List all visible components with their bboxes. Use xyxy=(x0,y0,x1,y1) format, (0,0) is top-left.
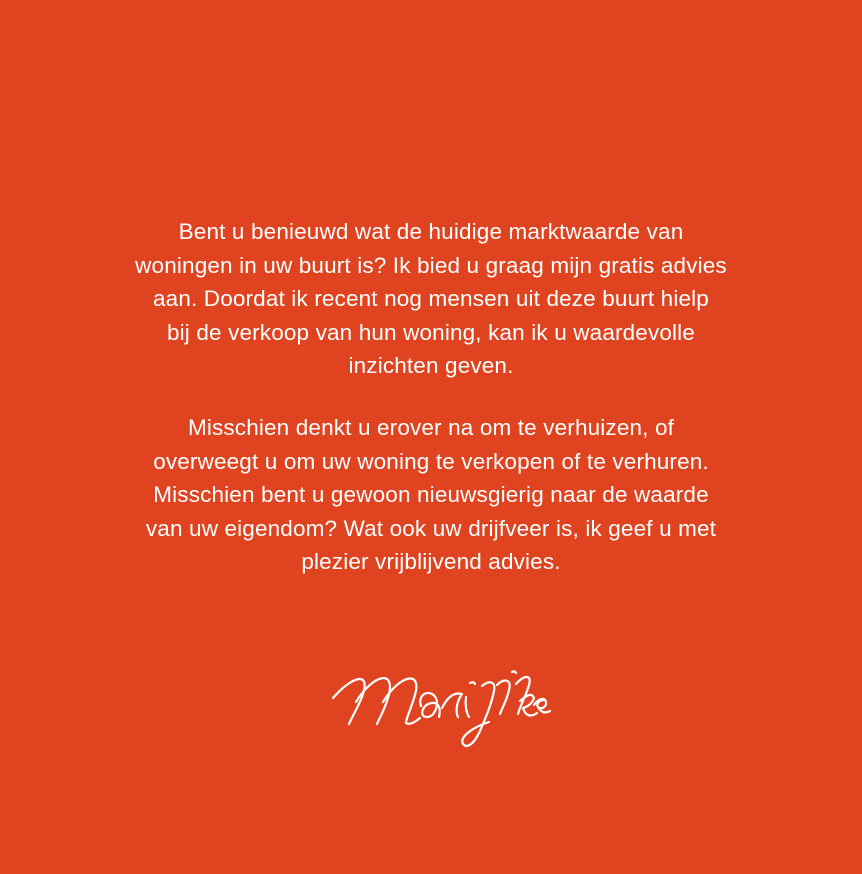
paragraph-line: aan. Doordat ik recent nog mensen uit deze buurt hielp xyxy=(153,286,709,311)
paragraph-line: inzichten geven. xyxy=(348,353,514,378)
paragraph-line: Misschien bent u gewoon nieuwsgierig naar de waarde xyxy=(153,482,709,507)
paragraph-intro xyxy=(60,215,802,383)
paragraph-line: van uw eigendom? Wat ook uw drijfveer is, ik geef u met xyxy=(145,515,717,541)
handwritten-signature xyxy=(318,628,548,748)
paragraph-line: Bent u benieuwd wat de huidige marktwaarde van xyxy=(178,219,684,244)
paragraph-line: overweegt u om uw woning te verkopen of te verhuren. xyxy=(153,448,709,474)
paragraph-offer xyxy=(60,411,802,579)
paragraph-line: bij de verkoop van hun woning, kan ik u waardevolle xyxy=(167,319,695,345)
paragraph-line: plezier vrijblijvend advies. xyxy=(301,549,561,574)
paragraph-line: Misschien denkt u erover na om te verhuizen, of xyxy=(187,415,675,440)
paragraph-line: woningen in uw buurt is? Ik bied u graag mijn gratis advies xyxy=(135,252,727,278)
